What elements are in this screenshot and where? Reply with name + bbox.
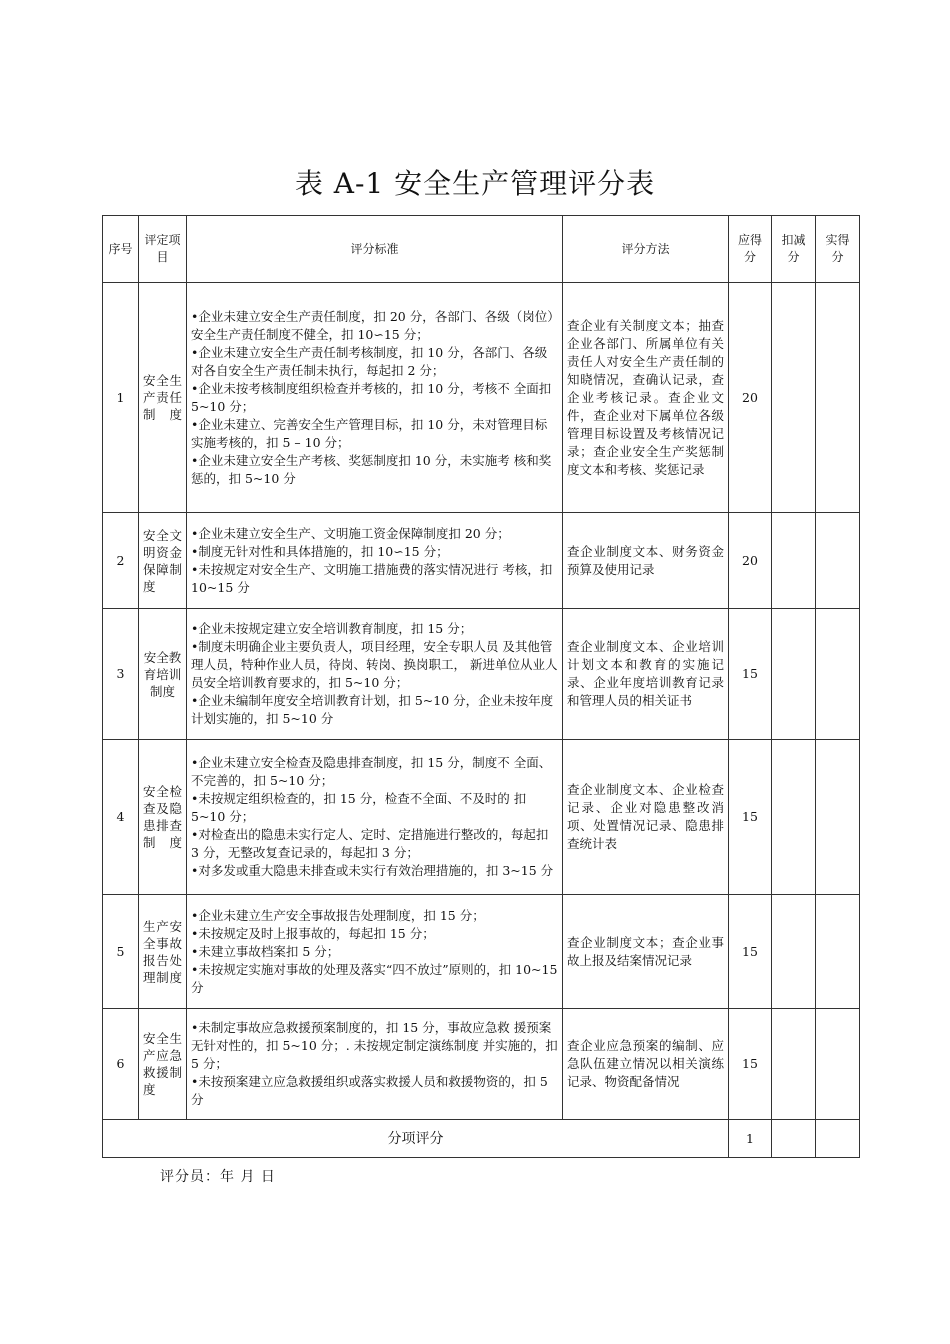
page-title: 表 A-1 安全生产管理评分表 xyxy=(294,167,656,200)
header-seq: 序号 xyxy=(103,216,139,283)
row-item: 安全检查及隐患排查制度 xyxy=(139,740,187,895)
table-row xyxy=(103,513,860,609)
row-actual xyxy=(816,283,860,513)
criteria-line: •企业未按考核制度组织检查并考核的，扣 10 分，考核不 全面扣 5~10 分； xyxy=(191,380,552,414)
row-method: 查企业应急预案的编制、应急队伍建立情况以相关演练记录、物资配备情况 xyxy=(563,1009,729,1120)
row-seq: 1 xyxy=(103,283,139,513)
subtotal-due: 1 xyxy=(729,1120,772,1158)
row-seq: 4 xyxy=(103,740,139,895)
criteria-line: •对多发或重大隐患未排查或未实行有效治理措施的，扣 3~15 分 xyxy=(191,863,554,878)
score-table xyxy=(102,215,860,1158)
criteria-line: •对检查出的隐患未实行定人、定时、定措施进行整改的，每起扣 3 分，无整改复查记录的，每起扣 3 分； xyxy=(191,827,549,860)
row-due: 15 xyxy=(729,740,772,895)
row-criteria xyxy=(187,283,563,513)
row-criteria xyxy=(187,740,563,895)
row-seq: 2 xyxy=(103,513,139,609)
row-method: 查企业制度文本、财务资金预算及使用记录 xyxy=(563,513,729,609)
row-criteria xyxy=(187,1009,563,1120)
table-row xyxy=(103,740,860,895)
header-method: 评分方法 xyxy=(563,216,729,283)
subtotal-label: 分项评分 xyxy=(103,1120,729,1158)
header-row xyxy=(103,216,860,283)
subtotal-row xyxy=(103,1120,860,1158)
criteria-line: •未制定事故应急救援预案制度的，扣 15 分，事故应急救 援预案无针对性的，扣 5~10 分；. 未按规定制定演练制度 并实施的，扣 5 分； xyxy=(191,1020,558,1071)
row-item: 安全教育培训制度 xyxy=(139,609,187,740)
row-method: 查企业制度文本、企业检查记录、企业对隐患整改消项、处置情况记录、隐患排查统计表 xyxy=(563,740,729,895)
row-criteria xyxy=(187,513,563,609)
criteria-line: •未建立事故档案扣 5 分； xyxy=(191,943,340,959)
criteria-line: •未按规定对安全生产、文明施工措施费的落实情况进行 考核，扣 10~15 分 xyxy=(191,561,553,595)
subtotal-actual xyxy=(816,1120,860,1158)
row-method: 查企业有关制度文本；抽查企业各部门、所属单位有关责任人对安全生产责任制的知晓情况，查确认记录，查企业考核记录。查企业文件，查企业对下属单位各级管理目标设置及考核情况记录；查企业安全生产奖惩制度文本和考核、奖惩记录 xyxy=(563,283,729,513)
row-actual xyxy=(816,1009,860,1120)
header-criteria: 评分标准 xyxy=(187,216,563,283)
row-deduct xyxy=(772,283,816,513)
row-due: 15 xyxy=(729,1009,772,1120)
table-row xyxy=(103,895,860,1009)
criteria-line: •制度无针对性和具体措施的，扣 10∽15 分； xyxy=(191,543,449,559)
header-deduct: 扣减分 xyxy=(772,216,816,283)
criteria-line: •企业未建立安全检查及隐患排查制度，扣 15 分，制度不 全面、不完善的，扣 5~10 分； xyxy=(191,755,552,788)
row-item: 生产安全事故报告处理制度 xyxy=(139,895,187,1009)
row-item: 安全生产应急救援制度 xyxy=(139,1009,187,1120)
row-deduct xyxy=(772,513,816,609)
table-row xyxy=(103,1009,860,1120)
row-actual xyxy=(816,740,860,895)
row-actual xyxy=(816,609,860,740)
scorer-signature-line: 评分员：年 月 日 xyxy=(160,1169,276,1185)
row-deduct xyxy=(772,1009,816,1120)
criteria-line: •企业未建立、完善安全生产管理目标，扣 10 分，未对管理目标实施考核的，扣 5 – 10 分； xyxy=(191,416,548,450)
row-item: 安全生产责任制度 xyxy=(139,283,187,513)
row-seq: 6 xyxy=(103,1009,139,1120)
criteria-line: •未按规定及时上报事故的，每起扣 15 分； xyxy=(191,925,435,941)
row-deduct xyxy=(772,740,816,895)
row-seq: 3 xyxy=(103,609,139,740)
criteria-line: •企业未建立安全生产责任制考核制度，扣 10 分，各部门、各级对各自安全生产责任制未执行，每起扣 2 分； xyxy=(191,344,548,378)
criteria-line: •企业未建立生产安全事故报告处理制度，扣 15 分； xyxy=(191,907,485,923)
row-method: 查企业制度文本、企业培训计划文本和教育的实施记录、企业年度培训教育记录和管理人员的相关证书 xyxy=(563,609,729,740)
row-due: 20 xyxy=(729,513,772,609)
header-item: 评定项目 xyxy=(139,216,187,283)
row-criteria xyxy=(187,609,563,740)
table-row xyxy=(103,609,860,740)
row-item: 安全文明资金保障制度 xyxy=(139,513,187,609)
subtotal-deduct xyxy=(772,1120,816,1158)
row-deduct xyxy=(772,895,816,1009)
criteria-line: •企业未建立安全生产考核、奖惩制度扣 10 分，未实施考 核和奖惩的，扣 5~10 分 xyxy=(191,452,552,486)
row-method: 查企业制度文本；查企业事故上报及结案情况记录 xyxy=(563,895,729,1009)
criteria-line: •企业未建立安全生产责任制度，扣 20 分，各部门、各级（岗位）安全生产责任制度不健全，扣 10∽15 分； xyxy=(191,308,554,342)
criteria-line: •制度未明确企业主要负责人，项目经理，安全专职人员 及其他管理人员，特种作业人员，待岗、转岗、换岗职工， 新进单位从业人员安全培训教育要求的，扣 5~10 分； xyxy=(191,639,558,690)
criteria-line: •未按规定组织检查的，扣 15 分，检查不全面、不及时的 扣 5~10 分； xyxy=(191,791,527,824)
row-due: 15 xyxy=(729,609,772,740)
row-actual xyxy=(816,513,860,609)
row-deduct xyxy=(772,609,816,740)
criteria-line: •企业未按规定建立安全培训教育制度，扣 15 分； xyxy=(191,621,473,636)
row-seq: 5 xyxy=(103,895,139,1009)
criteria-line: •未按规定实施对事故的处理及落实“四不放过”原则的，扣 10~15 分 xyxy=(191,961,558,995)
criteria-line: •企业未编制年度安全培训教育计划，扣 5~10 分，企业未按年度计划实施的，扣 5~10 分 xyxy=(191,693,554,726)
criteria-line: •未按预案建立应急救援组织或落实救援人员和救援物资的，扣 5 分 xyxy=(191,1074,548,1107)
criteria-line: •企业未建立安全生产、文明施工资金保障制度扣 20 分； xyxy=(191,525,510,541)
header-due: 应得分 xyxy=(729,216,772,283)
table-row xyxy=(103,283,860,513)
row-criteria xyxy=(187,895,563,1009)
row-actual xyxy=(816,895,860,1009)
row-due: 20 xyxy=(729,283,772,513)
row-due: 15 xyxy=(729,895,772,1009)
header-actual: 实得分 xyxy=(816,216,860,283)
